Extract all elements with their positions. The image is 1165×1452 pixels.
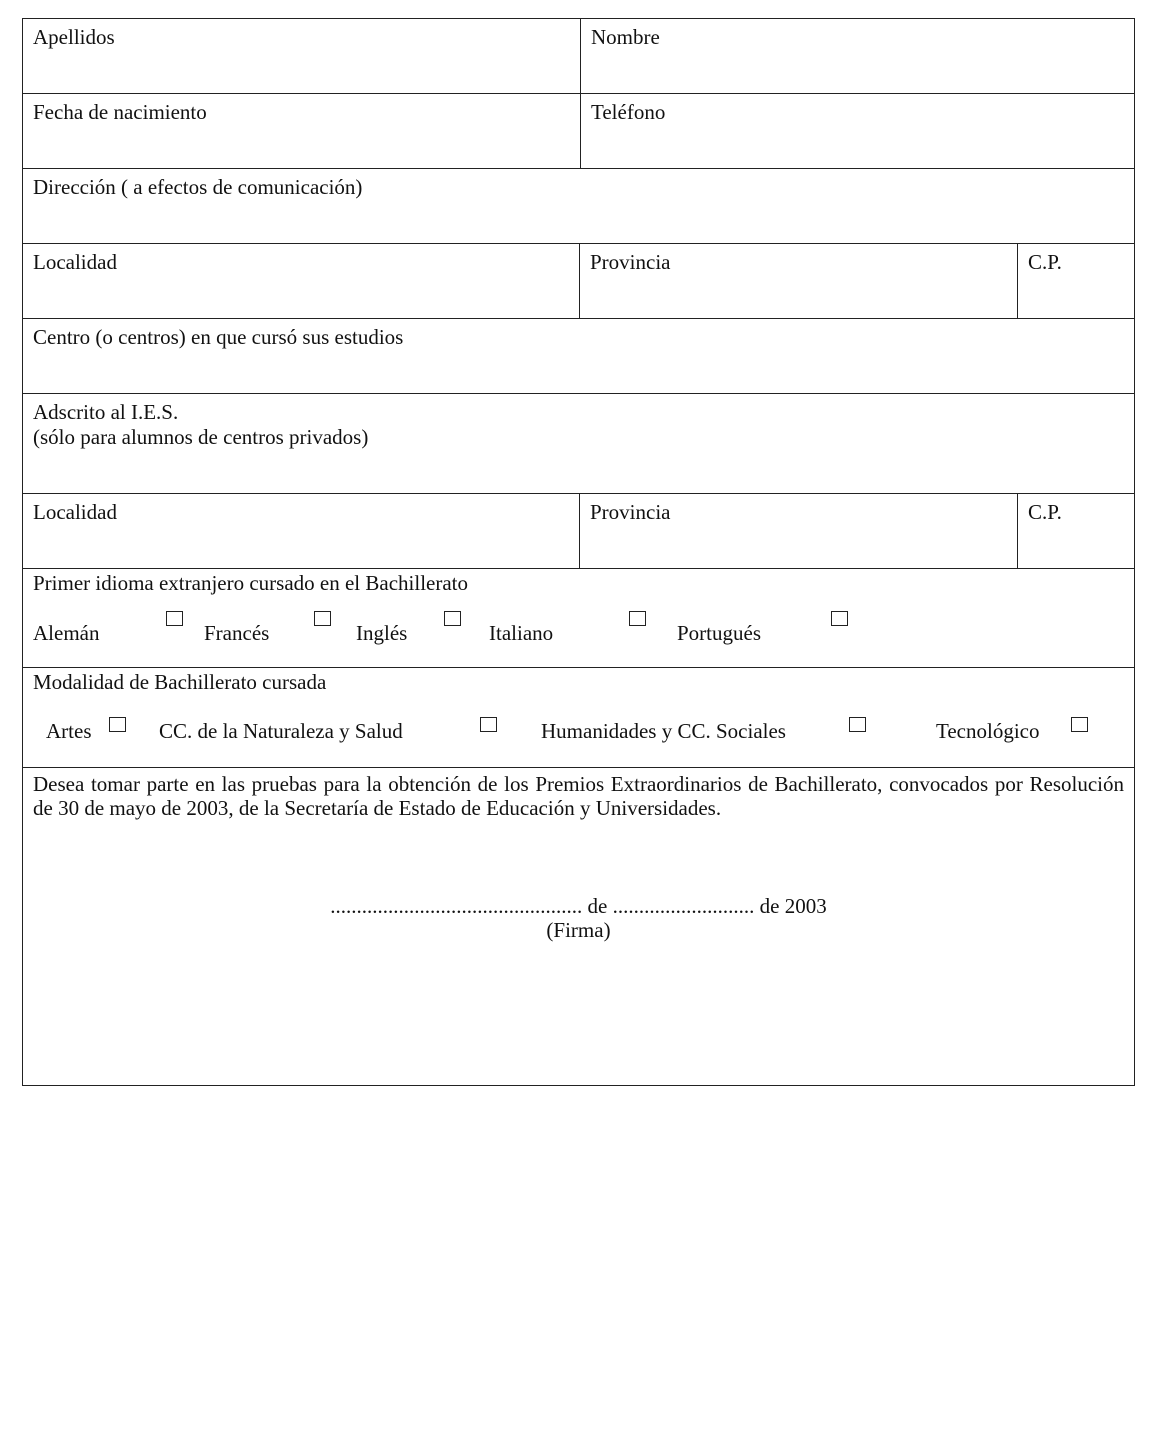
centro-field[interactable]: [23, 319, 1134, 394]
idioma-option-italiano: Italiano: [489, 621, 554, 645]
fecha-nacimiento-field[interactable]: [23, 94, 580, 168]
ciencias-checkbox[interactable]: [480, 717, 497, 732]
nombre-field[interactable]: [580, 19, 1134, 93]
idioma-option-ingles: Inglés: [356, 621, 408, 645]
localidad-label: Localidad: [33, 250, 117, 274]
telefono-field[interactable]: [580, 94, 1134, 168]
adscrito-label-line1: Adscrito al I.E.S.: [33, 400, 179, 424]
cp-label-2: C.P.: [1028, 500, 1062, 524]
cp-field[interactable]: [1017, 244, 1134, 318]
direccion-label: Dirección ( a efectos de comunicación): [33, 175, 363, 199]
modalidad-section: [23, 668, 1134, 768]
apellidos-field[interactable]: [23, 19, 580, 93]
idioma-option-portugues: Portugués: [677, 621, 761, 645]
fecha-linea[interactable]: ................................................ de ........................... de 2003: [330, 894, 827, 918]
apellidos-label: Apellidos: [33, 25, 115, 49]
ingles-checkbox[interactable]: [444, 611, 461, 626]
provincia-field[interactable]: [579, 244, 1017, 318]
idioma-title: Primer idioma extranjero cursado en el Bachillerato: [33, 571, 469, 595]
application-form: [22, 18, 1135, 1086]
provincia-field-2[interactable]: [579, 494, 1017, 568]
idioma-option-frances: Francés: [204, 621, 270, 645]
localidad-field-2[interactable]: [23, 494, 579, 568]
portugues-checkbox[interactable]: [831, 611, 848, 626]
localidad-field[interactable]: [23, 244, 579, 318]
row-fecha-telefono: [23, 94, 1134, 169]
declaracion-section: [23, 768, 1134, 1085]
telefono-label: Teléfono: [591, 100, 666, 124]
provincia-label: Provincia: [590, 250, 671, 274]
idioma-section: [23, 569, 1134, 668]
aleman-checkbox[interactable]: [166, 611, 183, 626]
fecha-nacimiento-label: Fecha de nacimiento: [33, 100, 207, 124]
cp-label: C.P.: [1028, 250, 1062, 274]
firma-label: (Firma): [546, 918, 611, 942]
modalidad-title: Modalidad de Bachillerato cursada: [33, 670, 327, 694]
direccion-field[interactable]: [23, 169, 1134, 244]
provincia-label-2: Provincia: [590, 500, 671, 524]
centro-label: Centro (o centros) en que cursó sus estudios: [33, 325, 404, 349]
row-localidad-provincia-cp-2: [23, 494, 1134, 569]
idioma-option-aleman: Alemán: [33, 621, 100, 645]
row-localidad-provincia-cp: [23, 244, 1134, 319]
modalidad-option-humanidades: Humanidades y CC. Sociales: [541, 719, 786, 743]
italiano-checkbox[interactable]: [629, 611, 646, 626]
adscrito-label-line2: (sólo para alumnos de centros privados): [33, 425, 369, 449]
nombre-label: Nombre: [591, 25, 660, 49]
cp-field-2[interactable]: [1017, 494, 1134, 568]
humanidades-checkbox[interactable]: [849, 717, 866, 732]
modalidad-option-artes: Artes: [46, 719, 92, 743]
frances-checkbox[interactable]: [314, 611, 331, 626]
tecnologico-checkbox[interactable]: [1071, 717, 1088, 732]
modalidad-option-ciencias: CC. de la Naturaleza y Salud: [159, 719, 403, 743]
artes-checkbox[interactable]: [109, 717, 126, 732]
adscrito-field[interactable]: [23, 394, 1134, 494]
row-apellidos-nombre: [23, 19, 1134, 94]
modalidad-option-tecnologico: Tecnológico: [936, 719, 1040, 743]
localidad-label-2: Localidad: [33, 500, 117, 524]
declaracion-text: Desea tomar parte en las pruebas para la obtención de los Premios Extraordinarios de Bachillerato, convocados por Resolución de 30 de mayo de 2003, de la Secretaría de Estado de Educación y Universidades.: [33, 772, 1124, 820]
